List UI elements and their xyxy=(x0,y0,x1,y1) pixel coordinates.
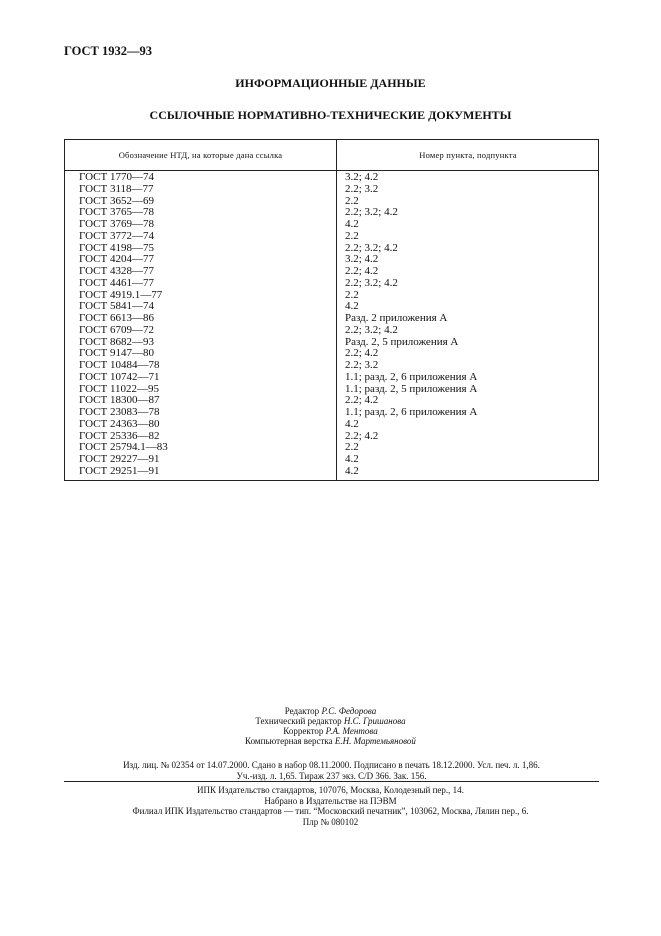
document-cell: ГОСТ 10484—78 xyxy=(79,359,160,371)
clause-cell: 2.2; 3.2; 4.2 xyxy=(345,323,398,336)
corrector-label: Корректор xyxy=(283,726,324,736)
document-cell: ГОСТ 23083—78 xyxy=(79,406,160,418)
document-cell: ГОСТ 29227—91 xyxy=(79,453,160,465)
document-cell: ГОСТ 5841—74 xyxy=(79,300,154,313)
publisher-line-2: Набрано в Издательстве на ПЭВМ xyxy=(264,795,397,806)
clause-cell: 4.2 xyxy=(345,218,359,230)
clause-cell: 1.1; разд. 2, 5 приложения А xyxy=(345,382,478,395)
clause-cell: 2.2; 4.2 xyxy=(345,429,379,442)
clause-cell: Разд. 2 приложения А xyxy=(345,312,448,324)
column-header-clause: Номер пункта, подпункта xyxy=(419,150,517,160)
clause-cell: 2.2; 3.2; 4.2 xyxy=(345,241,398,254)
clause-cell: 2.2; 3.2 xyxy=(345,359,379,371)
editor-label: Редактор xyxy=(284,706,320,716)
publication-line-1: Изд. лиц. № 02354 от 14.07.2000. Сдано в набор 08.11.2000. Подписано в печать 18.12.2000. Усл. печ. л. 1,86. xyxy=(123,760,540,770)
layout-label: Компьютерная верстка xyxy=(245,736,333,746)
editor-name: Р.С. Федорова xyxy=(321,706,377,716)
tech-editor-label: Технический редактор xyxy=(255,716,342,726)
publisher-line-1: ИПК Издательство стандартов, 107076, Москва, Колодезный пер., 14. xyxy=(197,785,464,795)
document-cell: ГОСТ 3769—78 xyxy=(79,218,154,230)
editor-line xyxy=(0,706,661,716)
references-table xyxy=(64,139,599,481)
publisher-info xyxy=(0,785,661,827)
document-cell: ГОСТ 4461—77 xyxy=(79,276,154,289)
section-subtitle: ССЫЛОЧНЫЕ НОРМАТИВНО-ТЕХНИЧЕСКИЕ ДОКУМЕНТЫ xyxy=(149,108,512,122)
clause-cell: 3.2; 4.2 xyxy=(345,171,379,183)
document-cell: ГОСТ 4919.1—77 xyxy=(79,288,163,301)
corrector-line xyxy=(0,726,661,736)
document-cell: ГОСТ 25794.1—83 xyxy=(79,441,168,454)
document-cell: ГОСТ 24363—80 xyxy=(79,417,160,430)
document-cell: ГОСТ 4198—75 xyxy=(79,241,154,254)
clause-cell: 1.1; разд. 2, 6 приложения А xyxy=(345,370,478,383)
credits-block xyxy=(0,706,661,746)
document-column xyxy=(79,172,168,478)
document-cell: ГОСТ 3765—78 xyxy=(79,206,154,219)
document-cell: ГОСТ 4204—77 xyxy=(79,253,154,266)
publication-info xyxy=(64,760,599,782)
clause-cell: 2.2 xyxy=(345,441,359,454)
document-cell: ГОСТ 11022—95 xyxy=(79,382,160,395)
clause-cell: Разд. 2, 5 приложения А xyxy=(345,335,459,348)
document-cell: ГОСТ 6709—72 xyxy=(79,323,154,336)
clause-cell: 3.2; 4.2 xyxy=(345,253,379,266)
clause-column xyxy=(345,172,477,478)
document-cell: ГОСТ 3772—74 xyxy=(79,229,154,242)
layout-line xyxy=(0,736,661,746)
clause-cell: 2.2 xyxy=(345,229,359,242)
clause-cell: 4.2 xyxy=(345,453,359,465)
document-cell: ГОСТ 1770—74 xyxy=(79,171,154,183)
clause-cell: 2.2 xyxy=(345,194,359,207)
clause-cell: 2.2; 4.2 xyxy=(345,347,379,360)
clause-cell: 2.2 xyxy=(345,288,359,301)
clause-cell: 4.2 xyxy=(345,300,359,313)
document-cell: ГОСТ 9147—80 xyxy=(79,347,154,360)
clause-cell: 4.2 xyxy=(345,464,359,477)
clause-cell: 2.2; 3.2; 4.2 xyxy=(345,206,398,219)
document-cell: ГОСТ 25336—82 xyxy=(79,429,160,442)
clause-cell: 2.2; 3.2; 4.2 xyxy=(345,276,398,289)
tech-editor-line xyxy=(0,716,661,726)
clause-cell: 2.2; 4.2 xyxy=(345,394,379,407)
document-cell: ГОСТ 10742—71 xyxy=(79,370,160,383)
footer-divider xyxy=(64,781,599,782)
publisher-line-4: Плр № 080102 xyxy=(302,816,359,827)
publication-line-2: Уч.-изд. л. 1,65. Тираж 237 экз. С/D 366. Зак. 156. xyxy=(236,771,427,781)
document-cell: ГОСТ 3652—69 xyxy=(79,194,154,207)
layout-name: Е.Н. Мартемьяновой xyxy=(334,736,416,746)
publisher-line-3: Филиал ИПК Издательство стандартов — тип. “Московский печатник”, 103062, Москва, Лялин пер., 6. xyxy=(132,806,529,816)
clause-cell: 1.1; разд. 2, 6 приложения А xyxy=(345,406,478,418)
document-cell: ГОСТ 4328—77 xyxy=(79,265,154,277)
column-header-document: Обозначение НТД, на которые дана ссылка xyxy=(118,150,283,160)
document-number: ГОСТ 1932—93 xyxy=(64,44,153,58)
document-cell: ГОСТ 29251—91 xyxy=(79,464,160,477)
clause-cell: 2.2; 3.2 xyxy=(345,182,379,195)
document-cell: ГОСТ 3118—77 xyxy=(79,182,154,195)
clause-cell: 4.2 xyxy=(345,417,359,430)
clause-cell: 2.2; 4.2 xyxy=(345,265,379,277)
document-cell: ГОСТ 8682—93 xyxy=(79,335,154,348)
column-divider xyxy=(336,140,337,480)
corrector-name: Р.А. Ментова xyxy=(325,726,378,736)
document-cell: ГОСТ 6613—86 xyxy=(79,312,154,324)
tech-editor-name: Н.С. Гришанова xyxy=(343,716,406,726)
document-cell: ГОСТ 18300—87 xyxy=(79,394,160,407)
section-title: ИНФОРМАЦИОННЫЕ ДАННЫЕ xyxy=(235,76,426,90)
